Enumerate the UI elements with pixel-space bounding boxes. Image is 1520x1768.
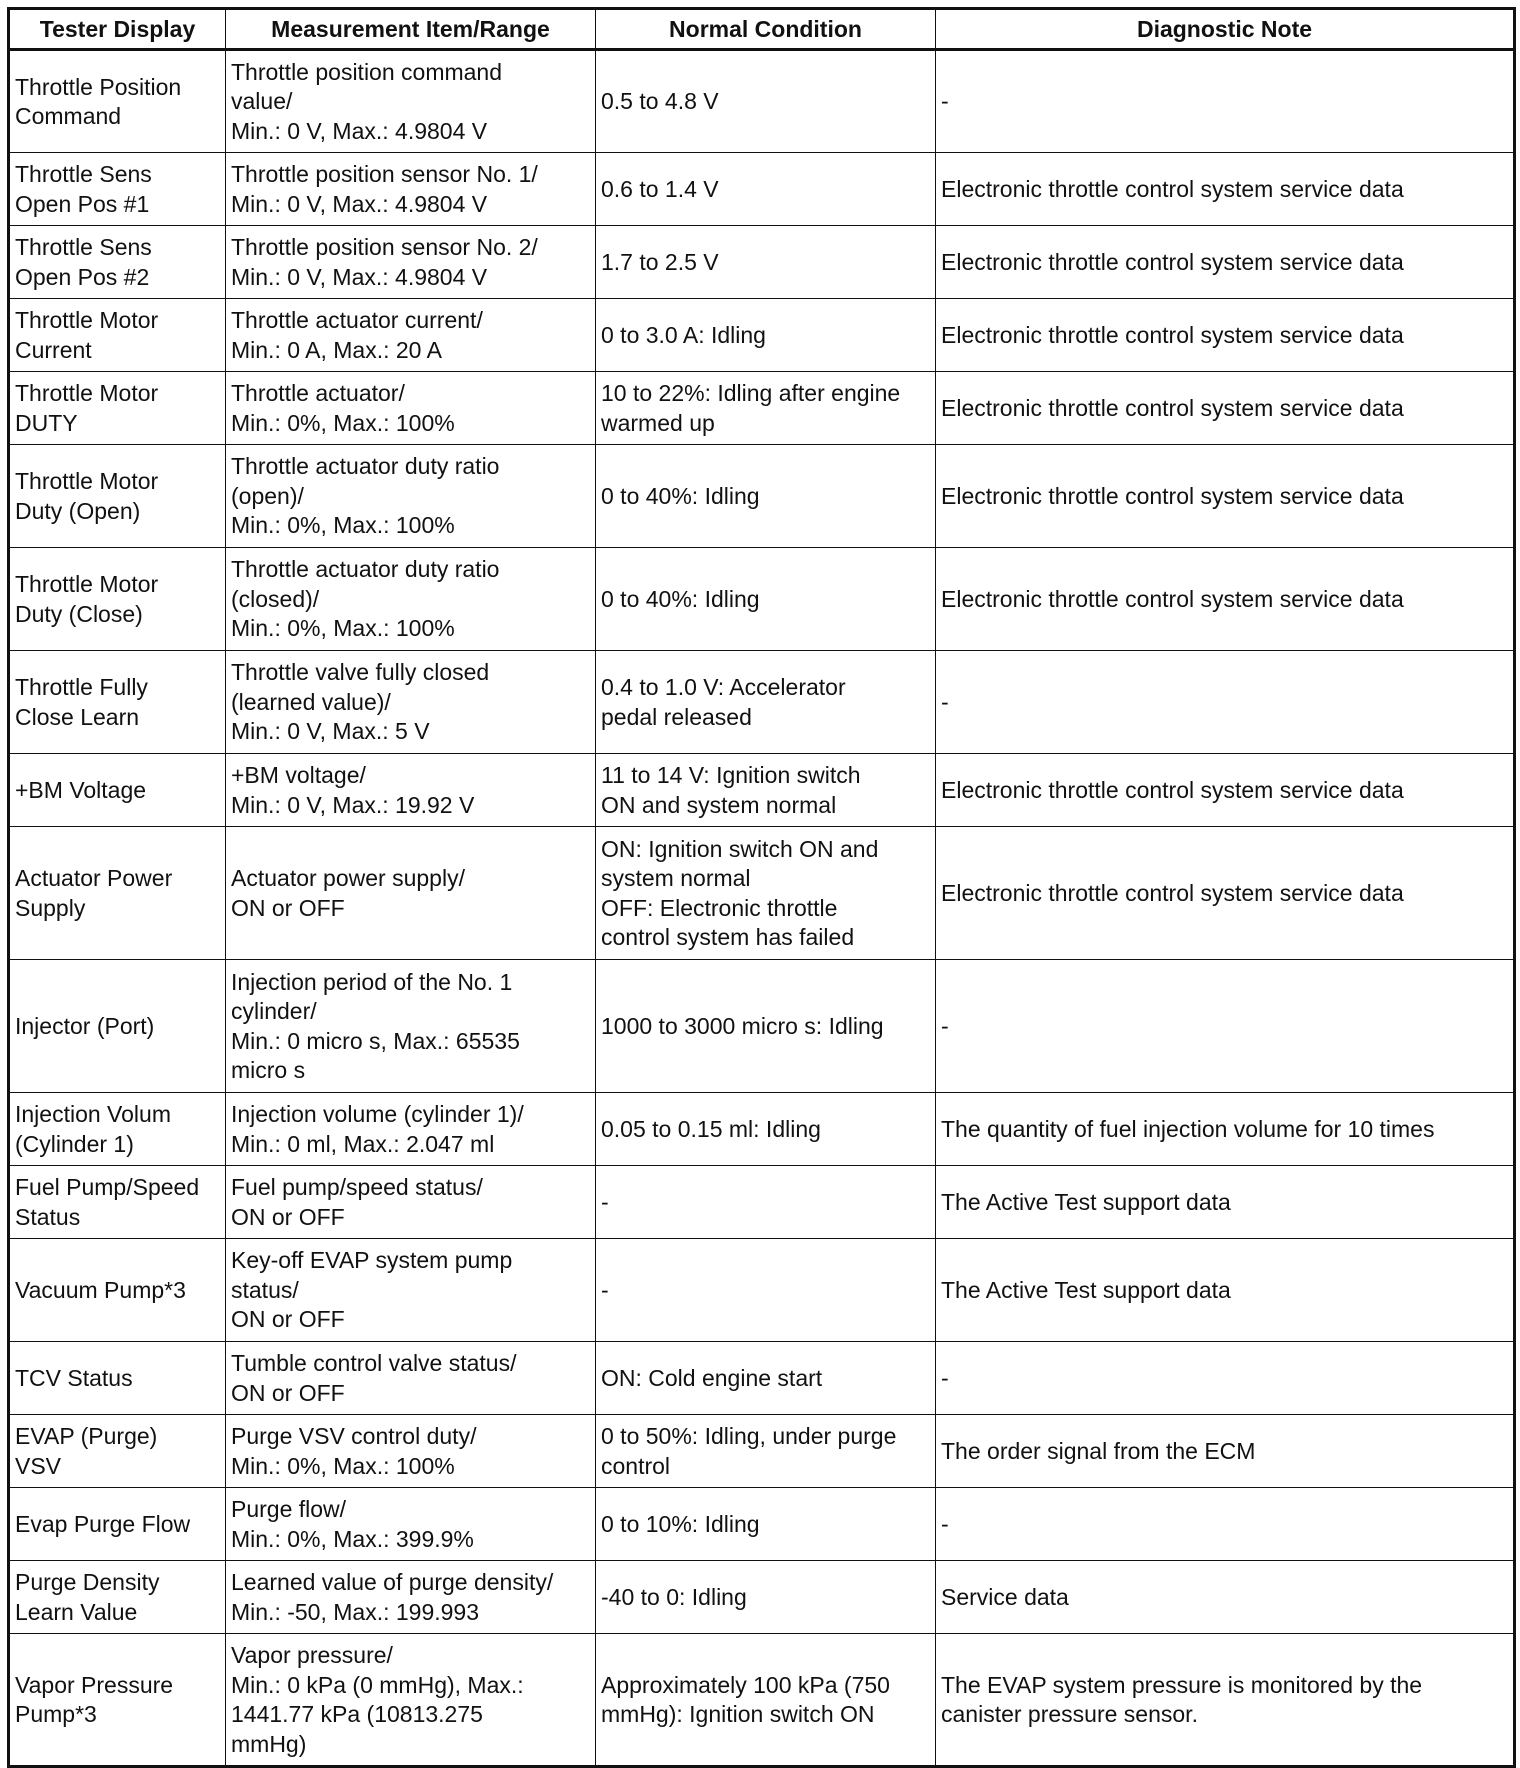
- cell-tester-display: EVAP (Purge) VSV: [9, 1415, 226, 1488]
- table-row: [9, 1634, 1515, 1767]
- cell-diagnostic-note: -: [936, 1342, 1515, 1415]
- cell-tester-display: Injector (Port): [9, 960, 226, 1093]
- cell-normal-condition: 0 to 40%: Idling: [596, 445, 936, 548]
- cell-tester-display: Throttle Sens Open Pos #2: [9, 226, 226, 299]
- cell-diagnostic-note: Electronic throttle control system service data: [936, 827, 1515, 960]
- cell-diagnostic-note: Electronic throttle control system service data: [936, 445, 1515, 548]
- cell-measurement: Throttle actuator/ Min.: 0%, Max.: 100%: [226, 372, 596, 445]
- table-row: [9, 50, 1515, 153]
- cell-normal-condition: -: [596, 1166, 936, 1239]
- cell-measurement: Throttle position sensor No. 2/ Min.: 0 V, Max.: 4.9804 V: [226, 226, 596, 299]
- table-row: [9, 548, 1515, 651]
- table-row: [9, 299, 1515, 372]
- table-row: [9, 651, 1515, 754]
- cell-measurement: +BM voltage/ Min.: 0 V, Max.: 19.92 V: [226, 754, 596, 827]
- cell-tester-display: +BM Voltage: [9, 754, 226, 827]
- cell-normal-condition: 0 to 50%: Idling, under purge control: [596, 1415, 936, 1488]
- cell-diagnostic-note: Electronic throttle control system service data: [936, 548, 1515, 651]
- header-tester-display: Tester Display: [9, 9, 226, 50]
- cell-measurement: Throttle position command value/ Min.: 0 V, Max.: 4.9804 V: [226, 50, 596, 153]
- cell-measurement: Key-off EVAP system pump status/ ON or OFF: [226, 1239, 596, 1342]
- cell-measurement: Vapor pressure/ Min.: 0 kPa (0 mmHg), Max.: 1441.77 kPa (10813.275 mmHg): [226, 1634, 596, 1767]
- cell-diagnostic-note: -: [936, 651, 1515, 754]
- cell-normal-condition: Approximately 100 kPa (750 mmHg): Ignition switch ON: [596, 1634, 936, 1767]
- cell-measurement: Throttle valve fully closed (learned value)/ Min.: 0 V, Max.: 5 V: [226, 651, 596, 754]
- cell-tester-display: Fuel Pump/Speed Status: [9, 1166, 226, 1239]
- cell-measurement: Throttle position sensor No. 1/ Min.: 0 V, Max.: 4.9804 V: [226, 153, 596, 226]
- cell-normal-condition: 0 to 3.0 A: Idling: [596, 299, 936, 372]
- table-row: [9, 827, 1515, 960]
- cell-tester-display: Vapor Pressure Pump*3: [9, 1634, 226, 1767]
- cell-normal-condition: 0.5 to 4.8 V: [596, 50, 936, 153]
- cell-normal-condition: 10 to 22%: Idling after engine warmed up: [596, 372, 936, 445]
- cell-measurement: Throttle actuator duty ratio (closed)/ Min.: 0%, Max.: 100%: [226, 548, 596, 651]
- cell-diagnostic-note: -: [936, 960, 1515, 1093]
- header-diagnostic-note: Diagnostic Note: [936, 9, 1515, 50]
- table-row: [9, 1415, 1515, 1488]
- header-normal-condition: Normal Condition: [596, 9, 936, 50]
- table-row: [9, 1239, 1515, 1342]
- cell-tester-display: Throttle Motor Duty (Close): [9, 548, 226, 651]
- table-row: [9, 1166, 1515, 1239]
- cell-measurement: Throttle actuator duty ratio (open)/ Min.: 0%, Max.: 100%: [226, 445, 596, 548]
- cell-tester-display: Actuator Power Supply: [9, 827, 226, 960]
- cell-normal-condition: 0.05 to 0.15 ml: Idling: [596, 1093, 936, 1166]
- cell-diagnostic-note: Electronic throttle control system service data: [936, 153, 1515, 226]
- cell-tester-display: Throttle Fully Close Learn: [9, 651, 226, 754]
- cell-tester-display: Throttle Sens Open Pos #1: [9, 153, 226, 226]
- cell-measurement: Purge flow/ Min.: 0%, Max.: 399.9%: [226, 1488, 596, 1561]
- table-row: [9, 1561, 1515, 1634]
- cell-normal-condition: 11 to 14 V: Ignition switch ON and system normal: [596, 754, 936, 827]
- cell-normal-condition: 1.7 to 2.5 V: [596, 226, 936, 299]
- cell-tester-display: Throttle Motor Duty (Open): [9, 445, 226, 548]
- table-row: [9, 754, 1515, 827]
- cell-normal-condition: 0.6 to 1.4 V: [596, 153, 936, 226]
- cell-measurement: Injection period of the No. 1 cylinder/ Min.: 0 micro s, Max.: 65535 micro s: [226, 960, 596, 1093]
- cell-normal-condition: -40 to 0: Idling: [596, 1561, 936, 1634]
- cell-measurement: Learned value of purge density/ Min.: -50, Max.: 199.993: [226, 1561, 596, 1634]
- cell-diagnostic-note: Electronic throttle control system service data: [936, 372, 1515, 445]
- table-row: [9, 1342, 1515, 1415]
- cell-diagnostic-note: Service data: [936, 1561, 1515, 1634]
- cell-measurement: Tumble control valve status/ ON or OFF: [226, 1342, 596, 1415]
- header-measurement: Measurement Item/Range: [226, 9, 596, 50]
- cell-diagnostic-note: Electronic throttle control system service data: [936, 299, 1515, 372]
- header-row: [9, 9, 1515, 50]
- cell-diagnostic-note: Electronic throttle control system service data: [936, 226, 1515, 299]
- cell-normal-condition: 0 to 40%: Idling: [596, 548, 936, 651]
- cell-normal-condition: 1000 to 3000 micro s: Idling: [596, 960, 936, 1093]
- cell-normal-condition: 0 to 10%: Idling: [596, 1488, 936, 1561]
- cell-normal-condition: -: [596, 1239, 936, 1342]
- table-row: [9, 153, 1515, 226]
- table-row: [9, 1093, 1515, 1166]
- data-list-sheet: [7, 7, 1513, 1768]
- cell-diagnostic-note: The quantity of fuel injection volume for 10 times: [936, 1093, 1515, 1166]
- cell-diagnostic-note: The Active Test support data: [936, 1166, 1515, 1239]
- table-row: [9, 960, 1515, 1093]
- table-row: [9, 372, 1515, 445]
- cell-tester-display: Throttle Position Command: [9, 50, 226, 153]
- cell-measurement: Throttle actuator current/ Min.: 0 A, Max.: 20 A: [226, 299, 596, 372]
- cell-diagnostic-note: The EVAP system pressure is monitored by the canister pressure sensor.: [936, 1634, 1515, 1767]
- cell-tester-display: Vacuum Pump*3: [9, 1239, 226, 1342]
- cell-diagnostic-note: The order signal from the ECM: [936, 1415, 1515, 1488]
- table-row: [9, 1488, 1515, 1561]
- cell-measurement: Purge VSV control duty/ Min.: 0%, Max.: 100%: [226, 1415, 596, 1488]
- cell-tester-display: Throttle Motor Current: [9, 299, 226, 372]
- cell-measurement: Injection volume (cylinder 1)/ Min.: 0 ml, Max.: 2.047 ml: [226, 1093, 596, 1166]
- table-body: [9, 50, 1515, 1767]
- cell-tester-display: Purge Density Learn Value: [9, 1561, 226, 1634]
- cell-measurement: Fuel pump/speed status/ ON or OFF: [226, 1166, 596, 1239]
- cell-tester-display: Injection Volum (Cylinder 1): [9, 1093, 226, 1166]
- cell-diagnostic-note: The Active Test support data: [936, 1239, 1515, 1342]
- table-row: [9, 226, 1515, 299]
- data-list-table: [7, 7, 1516, 1768]
- cell-tester-display: Throttle Motor DUTY: [9, 372, 226, 445]
- cell-normal-condition: ON: Cold engine start: [596, 1342, 936, 1415]
- cell-tester-display: Evap Purge Flow: [9, 1488, 226, 1561]
- cell-normal-condition: ON: Ignition switch ON and system normal OFF: Electronic throttle control system has failed: [596, 827, 936, 960]
- cell-normal-condition: 0.4 to 1.0 V: Accelerator pedal released: [596, 651, 936, 754]
- table-row: [9, 445, 1515, 548]
- cell-tester-display: TCV Status: [9, 1342, 226, 1415]
- cell-diagnostic-note: -: [936, 1488, 1515, 1561]
- cell-diagnostic-note: Electronic throttle control system service data: [936, 754, 1515, 827]
- cell-measurement: Actuator power supply/ ON or OFF: [226, 827, 596, 960]
- cell-diagnostic-note: -: [936, 50, 1515, 153]
